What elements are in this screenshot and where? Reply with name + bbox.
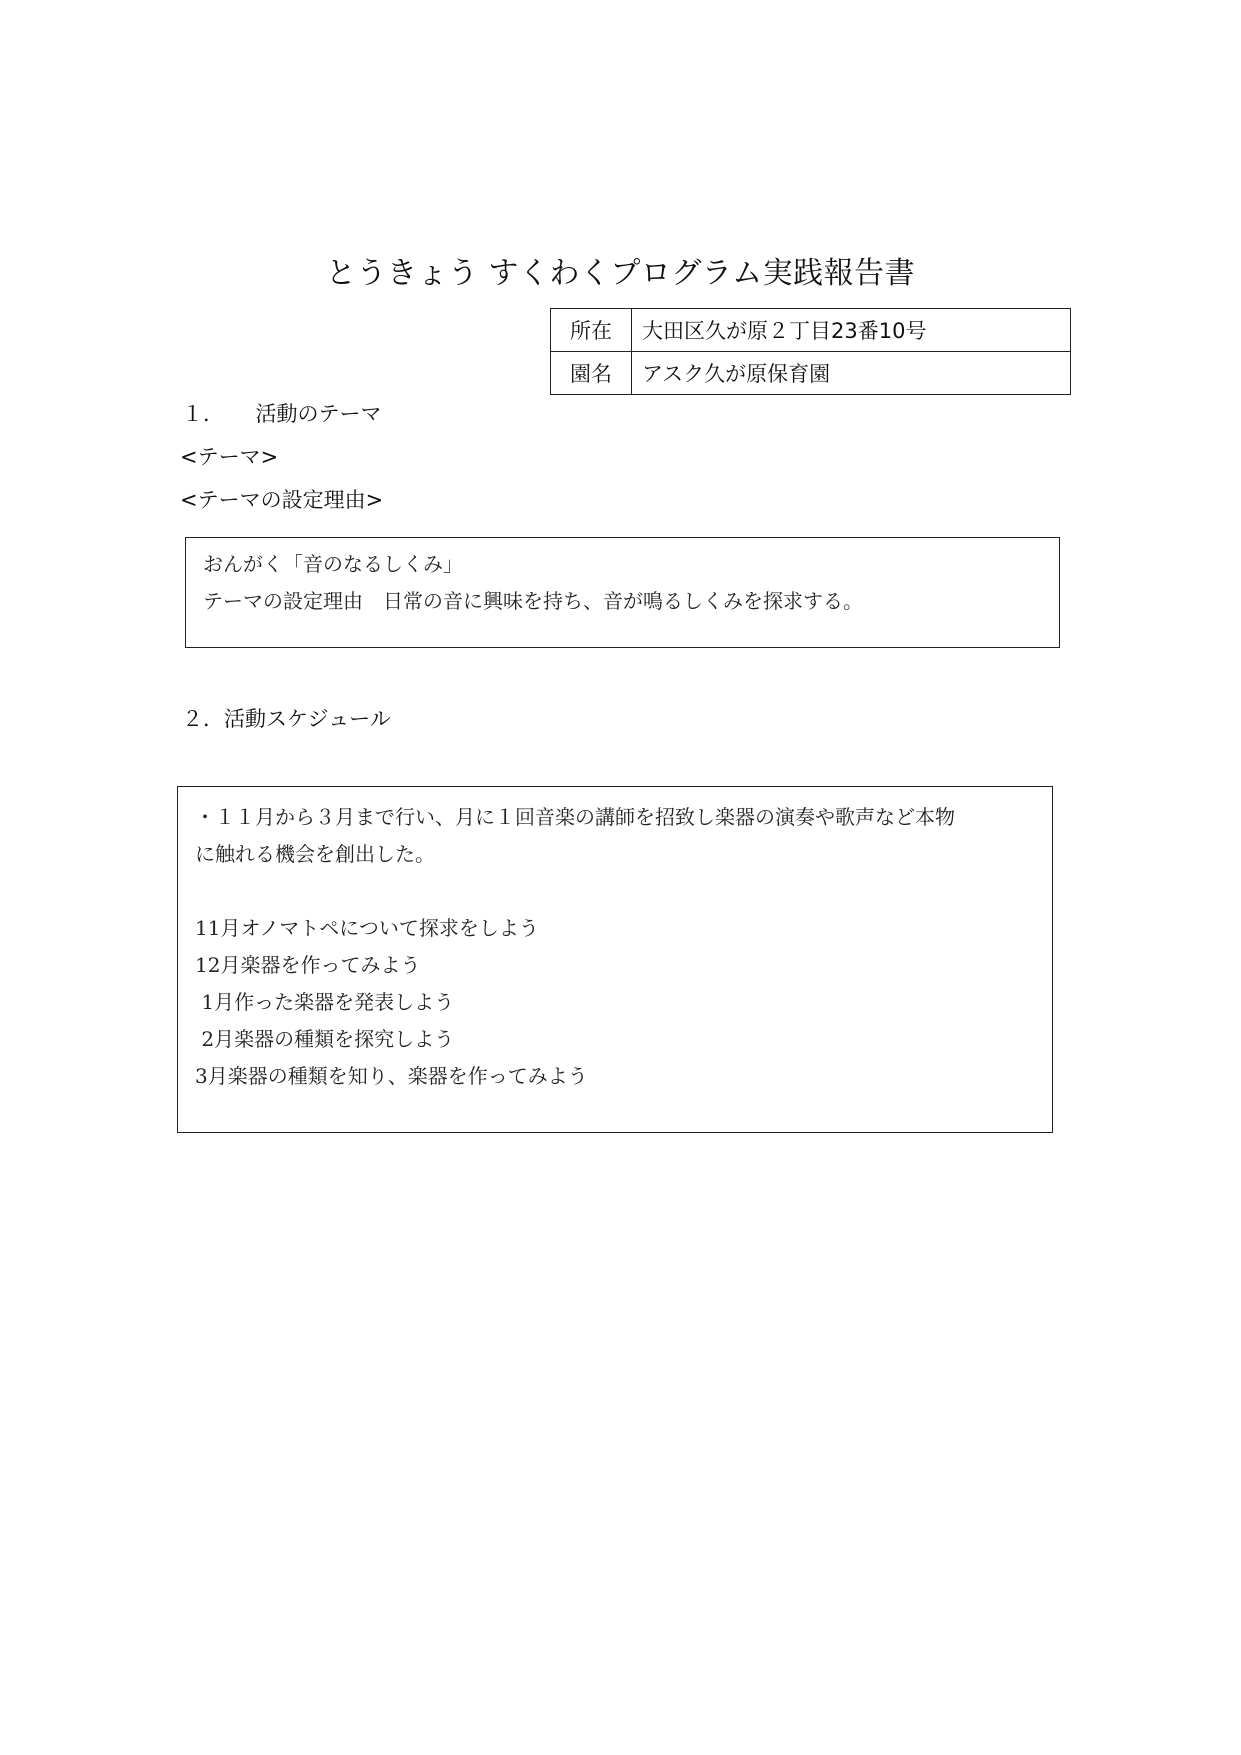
- theme-text: おんがく「音のなるしくみ」: [203, 552, 463, 576]
- schedule-item: 11月オノマトペについて探求をしよう: [195, 916, 539, 940]
- schedule-intro-line: ・１１月から３月まで行い、月に１回音楽の講師を招致し楽器の演奏や歌声など本物: [195, 805, 955, 829]
- location-value: 大田区久が原２丁目23番10号: [632, 309, 1071, 352]
- schedule-box: [177, 786, 1053, 1133]
- theme-reason-label: <テーマの設定理由>: [180, 488, 384, 512]
- theme-reason-text: テーマの設定理由 日常の音に興味を持ち、音が鳴るしくみを探求する。: [203, 589, 863, 613]
- section1-heading: １． 活動のテーマ: [182, 402, 382, 426]
- schedule-item: 3月楽器の種類を知り、楽器を作ってみよう: [195, 1064, 588, 1088]
- facility-info-table: [550, 308, 1071, 395]
- facility-name-value: アスク久が原保育園: [632, 352, 1071, 395]
- location-label: 所在: [551, 309, 632, 352]
- schedule-intro-line: に触れる機会を創出した。: [195, 842, 435, 866]
- theme-box: [185, 537, 1060, 648]
- spacer: [195, 873, 1052, 910]
- section2-heading: ２．活動スケジュール: [182, 707, 391, 731]
- facility-name-label: 園名: [551, 352, 632, 395]
- facility-name-row: [551, 352, 1071, 395]
- location-row: [551, 309, 1071, 352]
- schedule-item: 12月楽器を作ってみよう: [195, 953, 421, 977]
- theme-label: <テーマ>: [180, 445, 279, 469]
- schedule-item: 1月作った楽器を発表しよう: [195, 990, 455, 1014]
- schedule-item: 2月楽器の種類を探究しよう: [195, 1027, 455, 1051]
- document-title: とうきょう すくわくプログラム実践報告書: [325, 256, 916, 291]
